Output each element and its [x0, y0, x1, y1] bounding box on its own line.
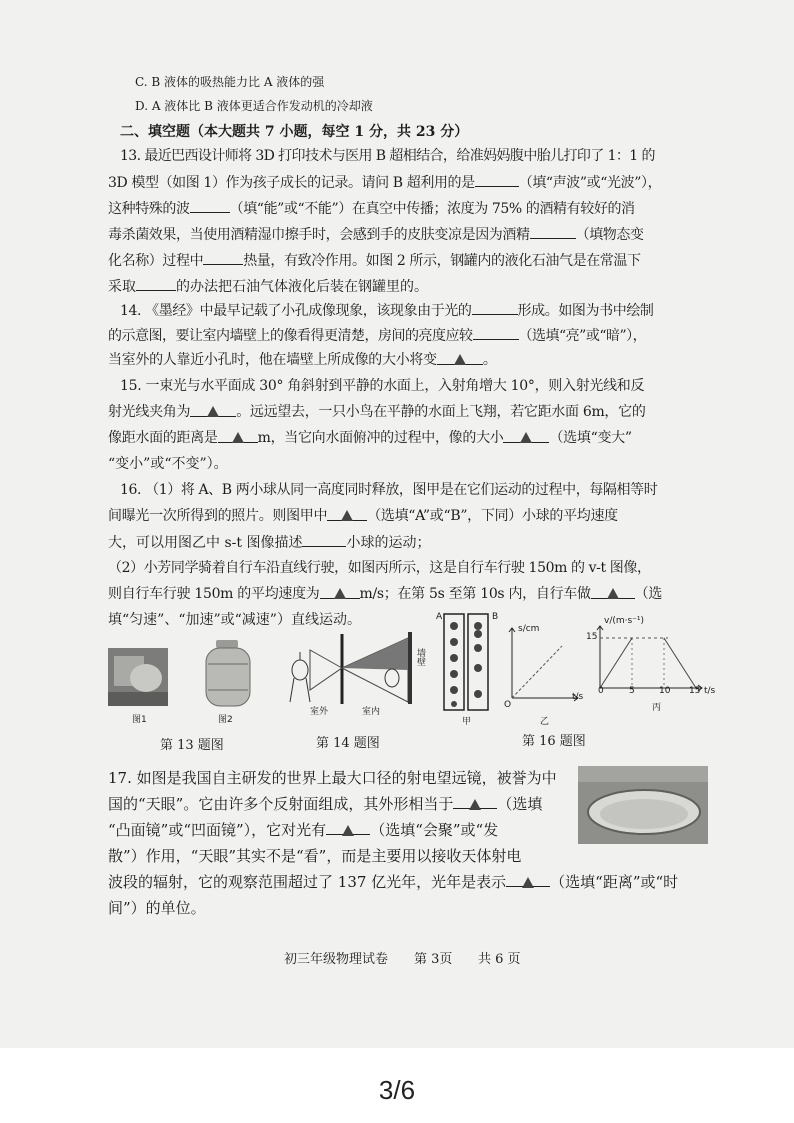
section-heading: 二、填空题（本大题共 7 小题，每空 1 分，共 23 分）: [120, 124, 469, 140]
answer-blank[interactable]: [453, 794, 497, 809]
fig16-caption: 第 16 题图: [522, 734, 586, 749]
answer-mark-icon: [207, 406, 219, 417]
q17-line-5: 波段的辐射，它的观察范围超过了 137 亿光年，光年是表示 （选填“距离”或“时: [108, 873, 679, 891]
answer-blank[interactable]: [190, 198, 230, 213]
q14-line-2: 的示意图，要让室内墙壁上的像看得更清楚，房间的亮度应较 （选填“亮”或“暗”），: [108, 325, 646, 346]
answer-blank[interactable]: [530, 224, 576, 239]
fig16-bing-axis-y: v/(m·s⁻¹): [604, 616, 645, 626]
fig14-caption: 第 14 题图: [316, 736, 380, 751]
q15-line-4: “变小”或“不变”）。: [108, 456, 228, 472]
fig13-1-label: 图1: [132, 715, 147, 725]
fig16-yi-label: 乙: [540, 717, 550, 727]
fig16-bing-xtick: 15: [689, 686, 701, 696]
fig13-2-label: 图2: [218, 715, 233, 725]
footer-total: 共 6 页: [478, 952, 521, 967]
fig16-a-label: A: [436, 612, 443, 622]
fig16-yi-axis-x: t/s: [572, 692, 584, 702]
q13-line-6: 采取 的办法把石油气体液化后装在钢罐里的。: [108, 276, 428, 297]
answer-blank[interactable]: [503, 428, 549, 443]
page-indicator: 3/6: [378, 1075, 416, 1105]
q16-line-3: 大，可以用图乙中 s-t 图像描述 小球的运动；: [108, 532, 430, 553]
q14-line-3: 当室外的人靠近小孔时，他在墙壁上所成像的大小将变 。: [108, 352, 497, 368]
answer-blank[interactable]: [203, 250, 243, 265]
fig16-bing-axis-x: t/s: [704, 686, 716, 696]
fig16-yi-st-graph: [506, 624, 582, 704]
fig16-jia-photo: [442, 612, 492, 712]
q13-line-3: 这种特殊的波 （填“能”或“不能”）在真空中传播；浓度为 75% 的酒精有较好的消: [108, 198, 635, 219]
answer-blank[interactable]: [472, 300, 518, 315]
option-d: D. A 液体比 B 液体更适合作发动机的冷却液: [135, 99, 373, 113]
fig14-inside-label: 室内: [362, 707, 381, 717]
q15-line-1: 15. 一束光与水平面成 30° 角斜射到平静的水面上，入射角增大 10°，则入射光线和反: [120, 378, 645, 394]
fig14-wall-label: 墙壁: [415, 648, 425, 666]
footer-exam-title: 初三年级物理试卷: [284, 952, 389, 967]
fig13-gas-tank: [200, 640, 256, 710]
fig16-bing-ytick: 15: [586, 632, 598, 642]
fig16-bing-xtick: 10: [659, 686, 671, 696]
q16-line-6: 填“匀速”、“加速”或“减速”）直线运动。: [108, 612, 361, 628]
answer-blank[interactable]: [302, 532, 346, 547]
q13-line-4: 毒杀菌效果，当使用酒精湿巾擦手时，会感到手的皮肤变凉是因为酒精 （填物态变: [108, 224, 644, 245]
q16-line-4: （2）小芳同学骑着自行车沿直线行驶，如图丙所示，这是自行车行驶 150m 的 v-t 图像，: [108, 560, 651, 576]
q17-line-2: 国的“天眼”。它由许多个反射面组成，其外形相当于 （选填: [108, 795, 543, 813]
fig16-jia-label: 甲: [462, 717, 472, 727]
answer-mark-icon: [469, 799, 481, 810]
answer-mark-icon: [522, 877, 534, 888]
fig14-pinhole-diagram: [280, 630, 420, 704]
q17-line-4: 散”）作用，“天眼”其实不是“看”，而是主要用以接收天体射电: [108, 847, 522, 865]
answer-blank[interactable]: [506, 872, 550, 887]
fig16-yi-origin: O: [504, 700, 512, 710]
fig13-caption: 第 13 题图: [160, 738, 224, 753]
fig16-bing-label: 丙: [652, 703, 662, 713]
answer-blank[interactable]: [218, 428, 258, 443]
fig16-yi-axis-y: s/cm: [518, 624, 540, 634]
answer-mark-icon: [232, 432, 244, 443]
answer-blank[interactable]: [437, 350, 483, 365]
answer-blank[interactable]: [475, 172, 519, 187]
answer-blank[interactable]: [326, 820, 370, 835]
q17-line-3: “凸面镜”或“凹面镜”），它对光有 （选填“会聚”或“发: [108, 821, 499, 839]
answer-mark-icon: [607, 588, 619, 599]
answer-mark-icon: [334, 588, 346, 599]
fig16-b-label: B: [492, 612, 499, 622]
q16-line-2: 间曝光一次所得到的照片。则图甲中 （选填“A”或“B”，下同）小球的平均速度: [108, 508, 618, 524]
answer-blank[interactable]: [136, 276, 176, 291]
q15-line-2: 射光线夹角为 。远远望去，一只小鸟在平静的水面上飞翔，若它距水面 6m，它的: [108, 404, 646, 420]
answer-blank[interactable]: [190, 402, 236, 417]
answer-mark-icon: [341, 510, 353, 521]
fast-telescope-photo: [578, 766, 708, 844]
answer-blank[interactable]: [327, 506, 367, 521]
q15-line-3: 像距水面的距离是 m，当它向水面俯冲的过程中，像的大小 （选填“变大”: [108, 430, 632, 446]
fig16-bing-vt-graph: [594, 624, 706, 694]
q13-line-2: 3D 模型（如图 1）作为孩子成长的记录。请问 B 超利用的是 （填“声波”或“光波”），: [108, 172, 661, 193]
q13-line-1: 13. 最近巴西设计师将 3D 打印技术与医用 B 超相结合，给准妈妈腹中胎儿打印了 1：1 的: [120, 148, 655, 164]
answer-blank[interactable]: [320, 584, 360, 599]
fig16-bing-xtick: 0: [598, 686, 604, 696]
answer-blank[interactable]: [473, 325, 519, 340]
footer-page: 第 3页: [414, 952, 453, 967]
option-c: C. B 液体的吸热能力比 A 液体的强: [135, 75, 325, 89]
answer-mark-icon: [342, 825, 354, 836]
q16-line-1: 16. （1）将 A、B 两小球从同一高度同时释放，图甲是在它们运动的过程中，每隔相等时: [120, 482, 658, 498]
q14-line-1: 14. 《墨经》中最早记载了小孔成像现象，该现象由于光的 形成。如图为书中绘制: [120, 300, 654, 321]
fig16-bing-xtick: 5: [629, 686, 635, 696]
fig13-photo-1: [108, 648, 168, 706]
q17-line-6: 间”）的单位。: [108, 899, 206, 917]
q13-line-5: 化名称）过程中 热量，有致冷作用。如图 2 所示，钢罐内的液化石油气是在常温下: [108, 250, 641, 271]
q16-line-5: 则自行车行驶 150m 的平均速度为 m/s；在第 5s 至第 10s 内，自行车做 （选: [108, 586, 663, 602]
answer-blank[interactable]: [591, 584, 635, 599]
answer-mark-icon: [520, 432, 532, 443]
fig14-outside-label: 室外: [310, 707, 329, 717]
answer-mark-icon: [454, 354, 466, 365]
q17-line-1: 17. 如图是我国自主研发的世界上最大口径的射电望远镜，被誉为中: [108, 769, 557, 787]
